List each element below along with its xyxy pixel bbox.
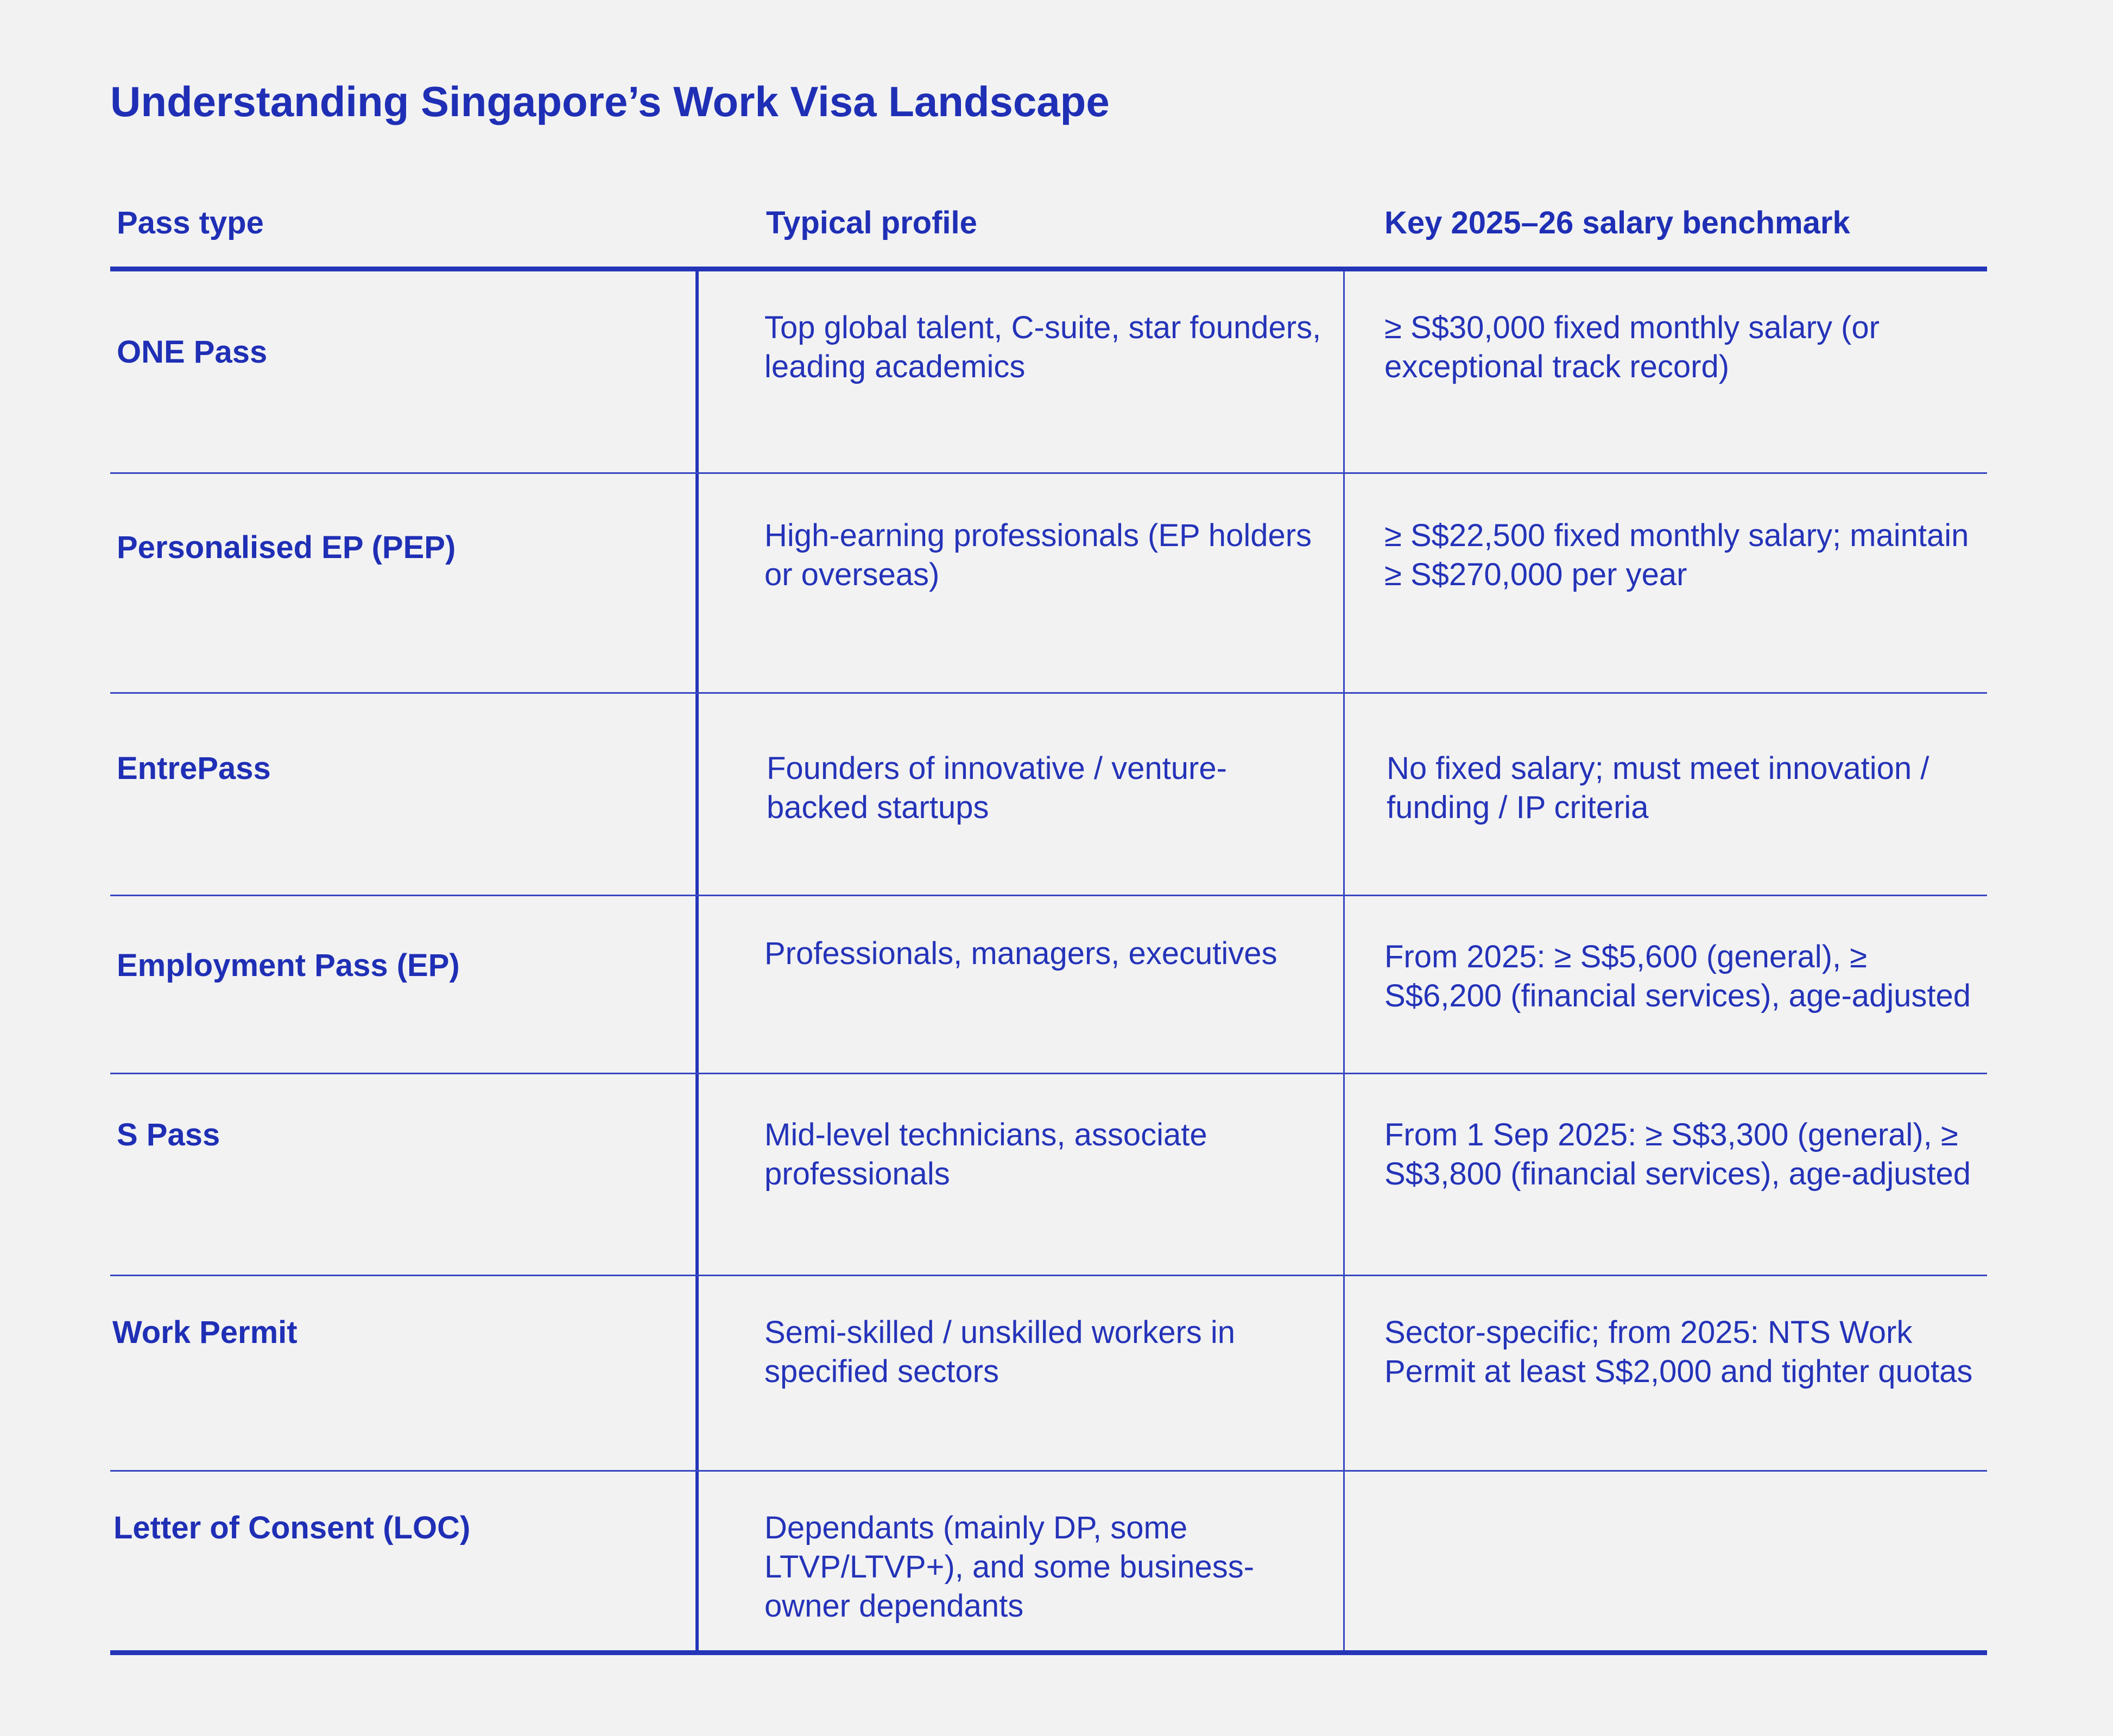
benchmark-cell: No fixed salary; must meet innovation / funding / IP criteria	[1387, 751, 1929, 825]
benchmark-cell: From 2025: ≥ S$5,600 (general), ≥ S$6,200 (financial services), age-adjusted	[1384, 939, 1971, 1013]
profile-cell: Semi-skilled / unskilled workers in specified sectors	[699, 1276, 1345, 1470]
benchmark-cell: From 1 Sep 2025: ≥ S$3,300 (general), ≥ S$3,800 (financial services), age-adjusted	[1384, 1117, 1971, 1192]
pass-type-cell: EntrePass	[110, 694, 699, 895]
profile-cell: High-earning professionals (EP holders or overseas)	[699, 474, 1345, 692]
profile-cell: Top global talent, C-suite, star founders, leading academics	[699, 271, 1345, 472]
profile-cell: Professionals, managers, executives	[699, 896, 1345, 1073]
benchmark-cell: ≥ S$30,000 fixed monthly salary (or exceptional track record)	[1384, 310, 1880, 384]
table-header	[110, 179, 1987, 271]
pass-type-cell: ONE Pass	[110, 271, 699, 472]
profile-cell: Founders of innovative / venture-backed startups	[699, 694, 1345, 895]
visa-table	[110, 179, 1987, 1655]
pass-type-cell: Work Permit	[110, 1276, 699, 1470]
pass-type-cell: Personalised EP (PEP)	[110, 474, 699, 692]
pass-type-cell: S Pass	[110, 1074, 699, 1275]
table-row	[110, 694, 1987, 896]
profile-cell: Dependants (mainly DP, some LTVP/LTVP+), and some business-owner dependants	[699, 1472, 1345, 1650]
pass-type-cell: Employment Pass (EP)	[110, 896, 699, 1073]
table-row	[110, 271, 1987, 474]
table-row	[110, 1276, 1987, 1472]
benchmark-cell: ≥ S$22,500 fixed monthly salary; maintain ≥ S$270,000 per year	[1384, 518, 1969, 592]
header-typical-profile: Typical profile	[766, 205, 977, 240]
table-row	[110, 896, 1987, 1074]
table-row	[110, 1472, 1987, 1655]
profile-cell: Mid-level technicians, associate professionals	[699, 1074, 1345, 1275]
table-row	[110, 1074, 1987, 1276]
page-title: Understanding Singapore’s Work Visa Landscape	[110, 78, 1110, 125]
header-salary-benchmark: Key 2025–26 salary benchmark	[1384, 205, 1850, 240]
header-pass-type: Pass type	[117, 205, 264, 240]
benchmark-cell: Sector-specific; from 2025: NTS Work Permit at least S$2,000 and tighter quotas	[1384, 1315, 1973, 1389]
table-row	[110, 474, 1987, 694]
pass-type-cell: Letter of Consent (LOC)	[110, 1472, 699, 1650]
benchmark-cell	[1345, 1472, 1987, 1650]
